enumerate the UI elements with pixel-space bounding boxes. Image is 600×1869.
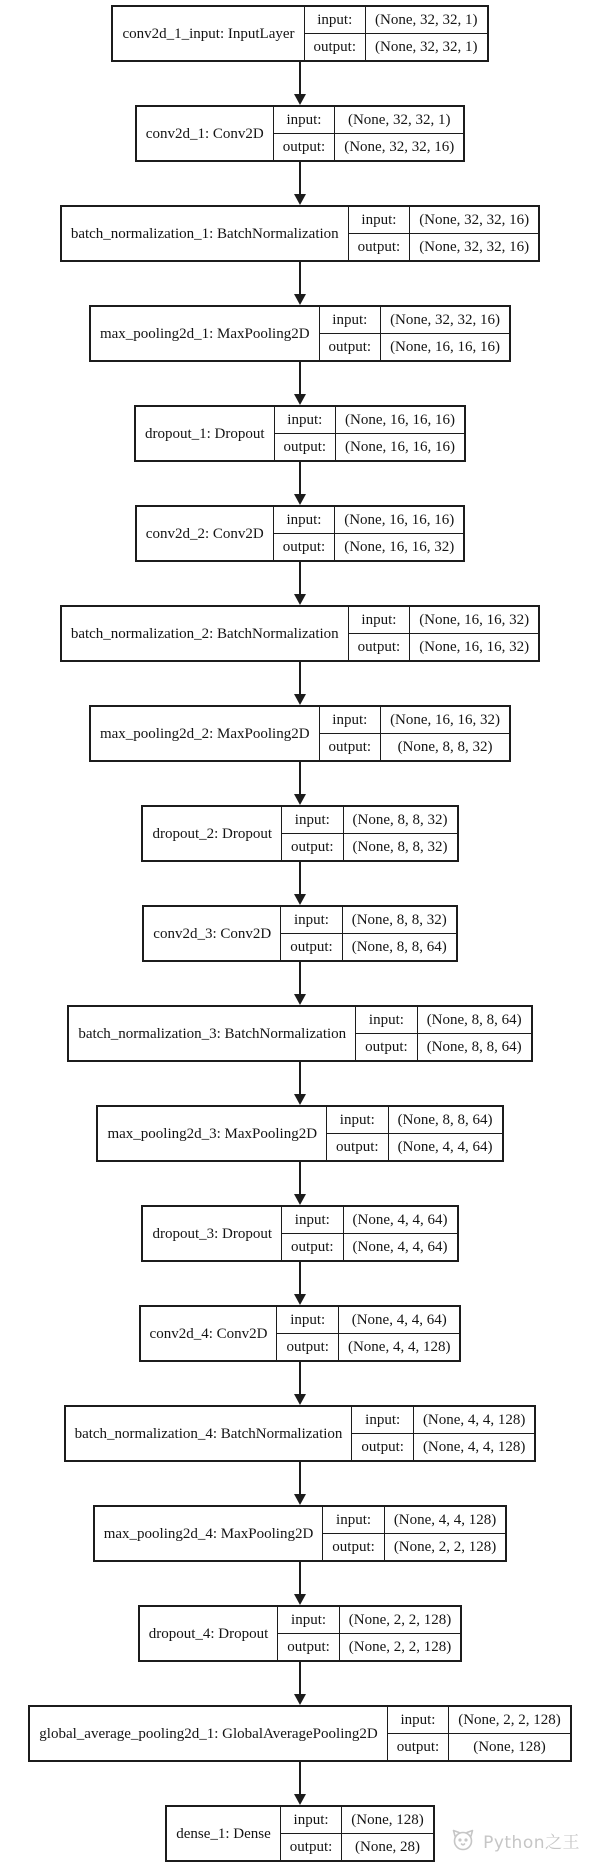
layer-node [89, 705, 511, 762]
output-shape: (None, 4, 4, 64) [343, 1234, 457, 1262]
output-shape: (None, 8, 8, 64) [342, 934, 456, 962]
input-label: input: [352, 1406, 414, 1434]
input-shape: (None, 32, 32, 1) [335, 106, 464, 134]
arrow-head-icon [294, 894, 306, 905]
input-shape: (None, 16, 16, 16) [336, 406, 465, 434]
layer-node [89, 305, 511, 362]
input-shape: (None, 32, 32, 1) [366, 6, 488, 34]
layer-name: max_pooling2d_3: MaxPooling2D [97, 1106, 326, 1161]
layer-name: max_pooling2d_4: MaxPooling2D [94, 1506, 323, 1561]
output-label: output: [282, 1234, 344, 1262]
watermark-text: Python之王 [483, 1832, 580, 1853]
output-label: output: [281, 934, 343, 962]
output-label: output: [277, 1334, 339, 1362]
arrow-head-icon [294, 294, 306, 305]
input-label: input: [323, 1506, 385, 1534]
flow-arrow [294, 862, 306, 905]
arrow-shaft [299, 362, 301, 394]
layer-name: dropout_3: Dropout [142, 1206, 281, 1261]
output-label: output: [348, 634, 410, 662]
arrow-shaft [299, 1062, 301, 1094]
flow-arrow [294, 1662, 306, 1705]
arrow-shaft [299, 262, 301, 294]
input-shape: (None, 16, 16, 32) [381, 706, 510, 734]
arrow-head-icon [294, 1794, 306, 1805]
input-shape: (None, 8, 8, 64) [388, 1106, 502, 1134]
input-label: input: [282, 1206, 344, 1234]
output-label: output: [274, 434, 336, 462]
input-shape: (None, 4, 4, 128) [413, 1406, 535, 1434]
output-label: output: [273, 134, 335, 162]
layer-node [141, 1205, 458, 1262]
arrow-shaft [299, 1462, 301, 1494]
layer-name: conv2d_1_input: InputLayer [112, 6, 304, 61]
layer-name: max_pooling2d_1: MaxPooling2D [90, 306, 319, 361]
input-shape: (None, 128) [342, 1806, 434, 1834]
arrow-head-icon [294, 1694, 306, 1705]
flow-arrow [294, 762, 306, 805]
cat-mascot-icon [450, 1827, 476, 1853]
arrow-head-icon [294, 1494, 306, 1505]
flow-arrow [294, 462, 306, 505]
flow-arrow [294, 62, 306, 105]
input-shape: (None, 4, 4, 128) [384, 1506, 506, 1534]
output-shape: (None, 4, 4, 128) [338, 1334, 460, 1362]
input-label: input: [387, 1706, 449, 1734]
layer-name: dropout_4: Dropout [139, 1606, 278, 1661]
layer-node [138, 1605, 463, 1662]
output-shape: (None, 16, 16, 16) [381, 334, 510, 362]
output-shape: (None, 32, 32, 16) [335, 134, 464, 162]
flow-arrow [294, 262, 306, 305]
output-label: output: [352, 1434, 414, 1462]
layer-name: conv2d_1: Conv2D [136, 106, 273, 161]
flow-arrow [294, 1462, 306, 1505]
arrow-head-icon [294, 194, 306, 205]
output-label: output: [319, 734, 381, 762]
layer-node [64, 1405, 537, 1462]
arrow-head-icon [294, 1094, 306, 1105]
output-label: output: [387, 1734, 449, 1762]
layer-node [60, 605, 540, 662]
layer-node [135, 105, 465, 162]
arrow-head-icon [294, 994, 306, 1005]
arrow-head-icon [294, 1394, 306, 1405]
arrow-shaft [299, 1262, 301, 1294]
input-shape: (None, 8, 8, 64) [417, 1006, 531, 1034]
input-label: input: [348, 606, 410, 634]
layer-node [93, 1505, 508, 1562]
layer-node [134, 405, 466, 462]
input-shape: (None, 2, 2, 128) [339, 1606, 461, 1634]
layer-name: conv2d_3: Conv2D [143, 906, 280, 961]
arrow-head-icon [294, 594, 306, 605]
arrow-shaft [299, 162, 301, 194]
layer-name: batch_normalization_3: BatchNormalization [68, 1006, 355, 1061]
input-label: input: [278, 1606, 340, 1634]
output-label: output: [327, 1134, 389, 1162]
input-shape: (None, 8, 8, 32) [342, 906, 456, 934]
layer-node [67, 1005, 532, 1062]
input-shape: (None, 2, 2, 128) [449, 1706, 571, 1734]
input-shape: (None, 16, 16, 32) [410, 606, 539, 634]
layer-name: dense_1: Dense [166, 1806, 280, 1861]
layer-name: batch_normalization_1: BatchNormalization [61, 206, 348, 261]
input-shape: (None, 4, 4, 64) [343, 1206, 457, 1234]
output-label: output: [273, 534, 335, 562]
layer-name: batch_normalization_2: BatchNormalization [61, 606, 348, 661]
input-shape: (None, 32, 32, 16) [381, 306, 510, 334]
input-label: input: [356, 1006, 418, 1034]
input-shape: (None, 8, 8, 32) [343, 806, 457, 834]
arrow-shaft [299, 1662, 301, 1694]
output-label: output: [323, 1534, 385, 1562]
layer-node [141, 805, 458, 862]
layer-node [111, 5, 488, 62]
layer-name: dropout_1: Dropout [135, 406, 274, 461]
arrow-shaft [299, 1562, 301, 1594]
input-label: input: [319, 706, 381, 734]
arrow-head-icon [294, 494, 306, 505]
output-shape: (None, 16, 16, 32) [410, 634, 539, 662]
input-shape: (None, 16, 16, 16) [335, 506, 464, 534]
output-label: output: [356, 1034, 418, 1062]
output-shape: (None, 2, 2, 128) [339, 1634, 461, 1662]
flow-arrow [294, 1762, 306, 1805]
output-label: output: [278, 1634, 340, 1662]
output-shape: (None, 4, 4, 128) [413, 1434, 535, 1462]
layer-name: max_pooling2d_2: MaxPooling2D [90, 706, 319, 761]
arrow-shaft [299, 62, 301, 94]
input-label: input: [277, 1306, 339, 1334]
arrow-shaft [299, 562, 301, 594]
arrow-shaft [299, 462, 301, 494]
arrow-shaft [299, 1362, 301, 1394]
output-shape: (None, 4, 4, 64) [388, 1134, 502, 1162]
layer-node [60, 205, 540, 262]
arrow-head-icon [294, 1194, 306, 1205]
output-label: output: [348, 234, 410, 262]
input-shape: (None, 4, 4, 64) [338, 1306, 460, 1334]
input-shape: (None, 32, 32, 16) [410, 206, 539, 234]
arrow-head-icon [294, 794, 306, 805]
input-label: input: [319, 306, 381, 334]
layer-node [135, 505, 465, 562]
arrow-shaft [299, 762, 301, 794]
flow-arrow [294, 1562, 306, 1605]
output-shape: (None, 16, 16, 16) [336, 434, 465, 462]
input-label: input: [281, 906, 343, 934]
layer-name: batch_normalization_4: BatchNormalization [65, 1406, 352, 1461]
output-label: output: [319, 334, 381, 362]
input-label: input: [274, 406, 336, 434]
output-shape: (None, 8, 8, 32) [381, 734, 510, 762]
output-label: output: [304, 34, 366, 62]
arrow-shaft [299, 1762, 301, 1794]
arrow-head-icon [294, 694, 306, 705]
layer-name: conv2d_2: Conv2D [136, 506, 273, 561]
output-shape: (None, 8, 8, 64) [417, 1034, 531, 1062]
layer-name: global_average_pooling2d_1: GlobalAveragePooling2D [29, 1706, 387, 1761]
layer-node [142, 905, 457, 962]
output-shape: (None, 32, 32, 1) [366, 34, 488, 62]
flow-arrow [294, 562, 306, 605]
flow-arrow [294, 1362, 306, 1405]
arrow-shaft [299, 962, 301, 994]
input-label: input: [280, 1806, 342, 1834]
input-label: input: [304, 6, 366, 34]
flow-arrow [294, 1162, 306, 1205]
layer-node [139, 1305, 462, 1362]
output-shape: (None, 8, 8, 32) [343, 834, 457, 862]
output-label: output: [280, 1834, 342, 1862]
arrow-head-icon [294, 394, 306, 405]
arrow-shaft [299, 862, 301, 894]
output-shape: (None, 128) [449, 1734, 571, 1762]
output-label: output: [282, 834, 344, 862]
layer-name: dropout_2: Dropout [142, 806, 281, 861]
output-shape: (None, 32, 32, 16) [410, 234, 539, 262]
watermark [450, 1827, 580, 1853]
arrow-head-icon [294, 1594, 306, 1605]
arrow-shaft [299, 662, 301, 694]
layer-node [28, 1705, 571, 1762]
output-shape: (None, 2, 2, 128) [384, 1534, 506, 1562]
output-shape: (None, 28) [342, 1834, 434, 1862]
flow-arrow [294, 162, 306, 205]
input-label: input: [273, 106, 335, 134]
output-shape: (None, 16, 16, 32) [335, 534, 464, 562]
flow-arrow [294, 962, 306, 1005]
flow-arrow [294, 1062, 306, 1105]
arrow-head-icon [294, 94, 306, 105]
arrow-head-icon [294, 1294, 306, 1305]
input-label: input: [282, 806, 344, 834]
layer-node [165, 1805, 435, 1862]
layer-node [96, 1105, 503, 1162]
input-label: input: [327, 1106, 389, 1134]
arrow-shaft [299, 1162, 301, 1194]
flow-arrow [294, 662, 306, 705]
flow-arrow [294, 362, 306, 405]
layer-name: conv2d_4: Conv2D [140, 1306, 277, 1361]
input-label: input: [273, 506, 335, 534]
input-label: input: [348, 206, 410, 234]
flow-arrow [294, 1262, 306, 1305]
